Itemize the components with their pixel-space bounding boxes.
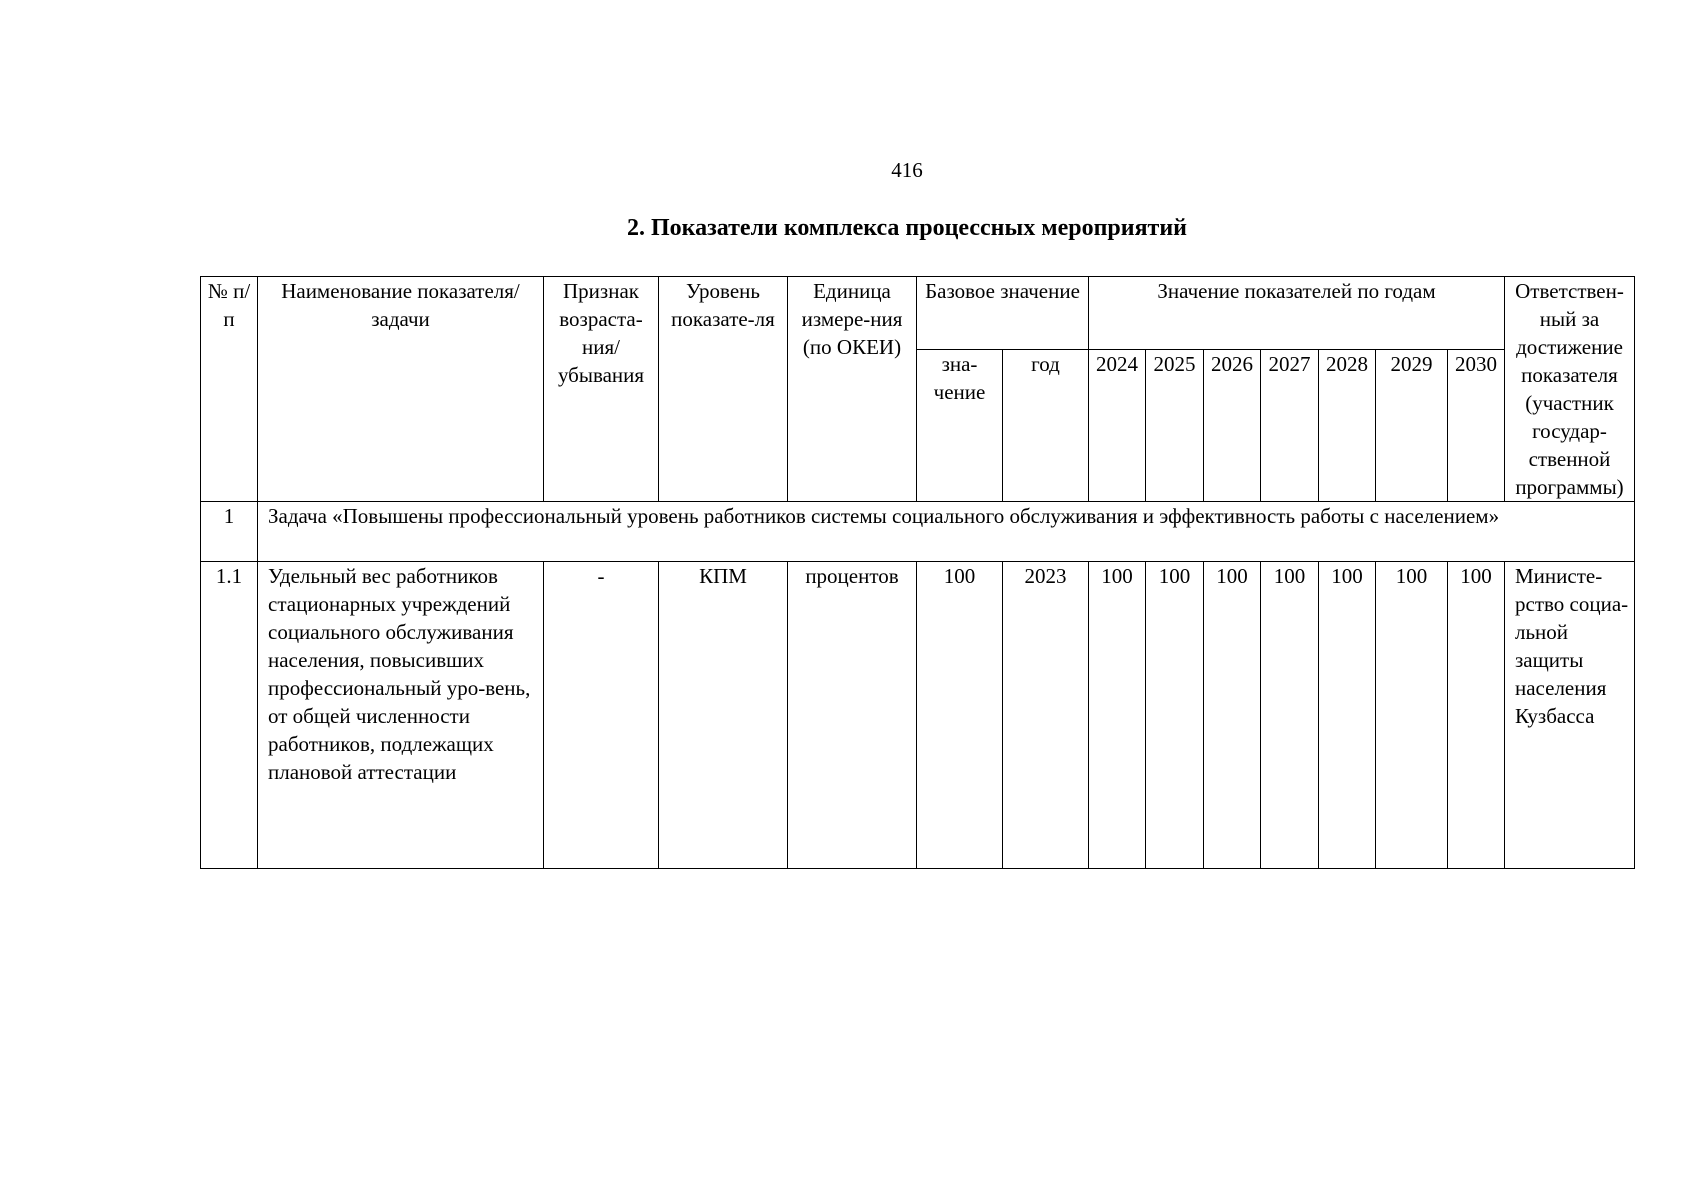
indicator-year-value: 100	[1261, 562, 1319, 869]
indicator-base-value: 100	[917, 562, 1003, 869]
section-title: 2. Показатели комплекса процессных мероприятий	[626, 215, 1187, 241]
indicator-sign: -	[544, 562, 659, 869]
indicator-year-value: 100	[1319, 562, 1376, 869]
indicator-year-value: 100	[1089, 562, 1146, 869]
indicator-level: КПМ	[659, 562, 788, 869]
indicator-name: Удельный вес работников стационарных учреждений социального обслуживания населения, повысивших профессиональный уро-вень, от общей численности работников, подлежащих плановой аттестации	[258, 562, 544, 869]
header-year: 2024	[1089, 350, 1146, 502]
header-year: 2026	[1204, 350, 1261, 502]
indicator-responsible: Министе-рство социа-льной защиты населения Кузбасса	[1505, 562, 1635, 869]
indicator-year-value: 100	[1204, 562, 1261, 869]
header-sign: Признак возраста-ния/ убывания	[544, 277, 659, 502]
header-years-group: Значение показателей по годам	[1089, 277, 1505, 350]
indicator-row	[201, 562, 1635, 869]
task-text: Задача «Повышены профессиональный уровень работников системы социального обслуживания и эффективность работы с населением»	[258, 502, 1635, 562]
indicator-num: 1.1	[201, 562, 258, 869]
indicator-year-value: 100	[1146, 562, 1204, 869]
header-row-1	[201, 277, 1635, 350]
task-num: 1	[201, 502, 258, 562]
header-year: 2028	[1319, 350, 1376, 502]
header-base-year: год	[1003, 350, 1089, 502]
header-year: 2030	[1448, 350, 1505, 502]
header-base-value: зна-чение	[917, 350, 1003, 502]
header-year: 2027	[1261, 350, 1319, 502]
header-name: Наименование показателя/задачи	[258, 277, 544, 502]
indicator-year-value: 100	[1448, 562, 1505, 869]
indicators-table	[200, 276, 1635, 869]
indicator-base-year: 2023	[1003, 562, 1089, 869]
header-responsible: Ответствен-ный за достижение показателя (участник государ-ственной программы)	[1505, 277, 1635, 502]
indicator-year-value: 100	[1376, 562, 1448, 869]
header-year: 2029	[1376, 350, 1448, 502]
header-num: № п/п	[201, 277, 258, 502]
header-unit: Единица измере-ния (по ОКЕИ)	[788, 277, 917, 502]
header-year: 2025	[1146, 350, 1204, 502]
header-base: Базовое значение	[917, 277, 1089, 350]
indicator-unit: процентов	[788, 562, 917, 869]
header-level: Уровень показате-ля	[659, 277, 788, 502]
page-number: 416	[891, 158, 923, 182]
task-row	[201, 502, 1635, 562]
